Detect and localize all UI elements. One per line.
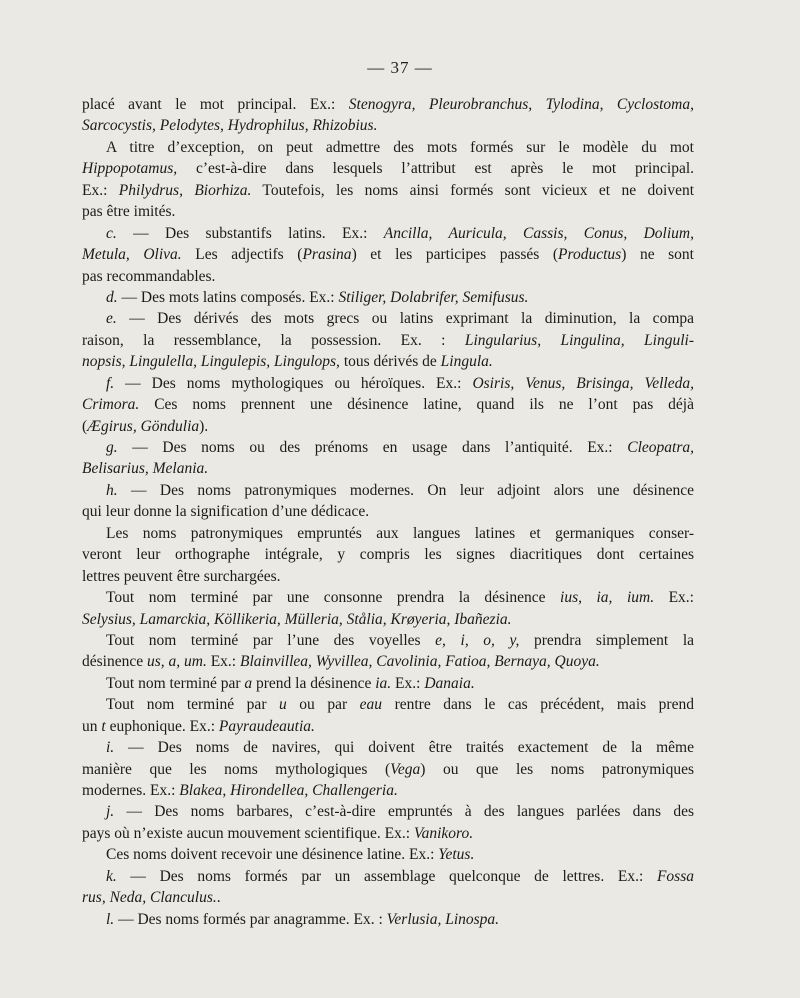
italic-text: u (279, 696, 287, 714)
text-run: Ex.: (82, 181, 119, 199)
text-run: — Des noms mythologiques ou héroïques. Ex.: (114, 374, 473, 392)
text-line (82, 737, 694, 758)
italic-text: Fossa (656, 867, 694, 885)
text-line (82, 94, 694, 115)
italic-text: Selysius, Lamarckia, Köllikeria, Mülleria, Stålia, Krøyeria, Ibañezia. (82, 610, 512, 628)
text-line (82, 823, 694, 844)
text-line (82, 437, 694, 458)
italic-text: eau (359, 696, 383, 714)
text-line (82, 137, 694, 158)
italic-text: Blakea, Hirondellea, Challengeria. (179, 782, 398, 799)
italic-text: Danaia. (424, 674, 475, 692)
italic-text: Ægirus, Göndulia (87, 417, 200, 435)
italic-text: a (244, 674, 253, 692)
italic-text: d. (106, 288, 118, 306)
italic-text: Philydrus, Biorhiza. (118, 181, 252, 199)
text-run: modernes. Ex.: (82, 782, 180, 799)
text-run: Les noms patronymiques empruntés aux langues latines et germaniques conser- (106, 524, 694, 542)
text-line (82, 115, 694, 136)
text-run: manière que les noms mythologiques ( (82, 760, 391, 778)
text-run: un (82, 717, 102, 735)
italic-text: Verlusia, Linospa. (386, 910, 500, 928)
text-run: placé avant le mot principal. Ex.: (82, 96, 349, 113)
text-line (82, 458, 694, 479)
text-line (82, 844, 694, 865)
text-line (82, 416, 694, 437)
text-run: Ex.: (391, 674, 425, 692)
text-line (82, 501, 694, 522)
text-line (82, 394, 694, 415)
text-run: Tout nom terminé par (106, 674, 245, 692)
text-line (82, 244, 694, 265)
text-run: ) ou que les noms patronymiques (420, 760, 694, 778)
italic-text: ia. (375, 674, 392, 692)
text-line (82, 330, 694, 351)
text-run: A titre d’exception, on peut admettre des mots formés sur le modèle du mot (106, 138, 694, 156)
italic-text: Belisarius, Melania. (82, 460, 209, 478)
text-run: prend la désinence (252, 674, 376, 692)
text-run: lettres peuvent être surchargées. (82, 567, 281, 585)
text-run: pas recommandables. (82, 267, 216, 285)
text-run: — Des dérivés des mots grecs ou latins exprimant la diminution, la compa (116, 310, 694, 328)
text-line (82, 266, 694, 287)
italic-text: k. (106, 867, 117, 885)
text-run: Ex.: (654, 589, 694, 607)
italic-text: Vega (390, 760, 421, 778)
text-run: ( (82, 417, 88, 435)
italic-text: Stenogyra, Pleurobranchus, Tylodina, Cyclostoma, (348, 96, 694, 113)
italic-text: c. (106, 224, 117, 242)
italic-text: nopsis, Lingulella, Lingulepis, Lingulops, (82, 353, 340, 371)
italic-text: Hippopotamus, (82, 160, 178, 178)
italic-text: us, a, um. (146, 653, 207, 671)
text-run: — Des noms patronymiques modernes. On leur adjoint alors une désinence (117, 481, 694, 499)
text-run: ). (199, 417, 209, 435)
text-run: prendra simplement la (519, 631, 695, 649)
text-run: euphonique. Ex.: (105, 717, 219, 735)
italic-text: Ancilla, Auricula, Cassis, Conus, Dolium, (383, 224, 694, 242)
italic-text: Payraudeautia. (218, 717, 315, 735)
text-line (82, 609, 694, 630)
text-run: — Des noms ou des prénoms en usage dans l’antiquité. Ex.: (117, 439, 628, 456)
text-run: — Des mots latins composés. Ex.: (117, 288, 339, 306)
text-run: qui leur donne la signification d’une dédicace. (82, 503, 370, 521)
text-line (82, 909, 694, 930)
page-number: — 37 — (367, 58, 433, 77)
italic-text: h. (106, 481, 118, 499)
italic-text: Stiliger, Dolabrifer, Semifusus. (338, 288, 529, 306)
text-line (82, 887, 694, 908)
italic-text: g. (106, 439, 118, 456)
text-line (82, 566, 694, 587)
italic-text: Vanikoro. (413, 824, 474, 842)
text-line (82, 759, 694, 780)
italic-text: e, i, o, y, (435, 631, 520, 649)
text-line (82, 201, 694, 222)
italic-text: rus, Neda, Clanculus. (82, 889, 217, 907)
text-run: — Des substantifs latins. Ex.: (116, 224, 384, 242)
text-line (82, 351, 694, 372)
text-run: veront leur orthographe intégrale, y compris les signes diacritiques dont certaines (82, 546, 694, 564)
italic-text: Lingula. (440, 353, 493, 371)
text-run: Tout nom terminé par une consonne prendra la désinence (106, 589, 561, 607)
text-run: ) ne sont (621, 246, 694, 264)
italic-text: f. (106, 374, 115, 392)
text-run: Les adjectifs ( (181, 246, 303, 264)
italic-text: Lingularius, Lingulina, Linguli- (464, 331, 694, 349)
italic-text: Sarcocystis, Pelodytes, Hydrophilus, Rhizobius. (82, 117, 378, 135)
italic-text: e. (106, 310, 117, 328)
text-run: Ces noms doivent recevoir une désinence latine. Ex.: (106, 846, 439, 864)
text-run: Toutefois, les noms ainsi formés sont vicieux et ne doivent (251, 181, 695, 199)
text-line (82, 308, 694, 329)
text-line (82, 587, 694, 608)
italic-text: Blainvillea, Wyvillea, Cavolinia, Fatioa, Bernaya, Quoya. (240, 653, 600, 671)
text-run: — Des noms de navires, qui doivent être traités exactement de la même (114, 739, 694, 757)
text-run: ) et les participes passés ( (351, 246, 559, 264)
text-run: rentre dans le cas précédent, mais prend (382, 696, 694, 714)
text-line (82, 158, 694, 179)
text-run: — Des noms formés par un assemblage quelconque de lettres. Ex.: (116, 867, 657, 885)
text-run: Ces noms prennent une désinence latine, quand ils ne l’ont pas déjà (139, 396, 694, 414)
text-run: Ex.: (206, 653, 240, 671)
text-line (82, 223, 694, 244)
italic-text: Metula, Oliva. (82, 246, 182, 264)
text-line (82, 651, 694, 672)
text-run: pays où n’existe aucun mouvement scientifique. Ex.: (82, 824, 414, 842)
italic-text: j. (106, 803, 115, 821)
text-line (82, 630, 694, 651)
italic-text: t (101, 717, 106, 735)
italic-text: Cleopatra, (627, 439, 694, 456)
text-run: pas être imités. (82, 203, 176, 221)
text-line (82, 523, 694, 544)
text-line (82, 780, 694, 801)
italic-text: Yetus. (438, 846, 475, 864)
italic-text: l. (106, 910, 115, 928)
text-line (82, 694, 694, 715)
text-line (82, 287, 694, 308)
text-run: tous dérivés de (339, 353, 441, 371)
italic-text: ius, ia, ium. (560, 589, 655, 607)
text-run: c’est-à-dire dans lesquels l’attribut est après le mot principal. (177, 160, 694, 178)
text-run: raison, la ressemblance, la possession. Ex. : (82, 331, 465, 349)
text-line (82, 801, 694, 822)
italic-text: Productus (558, 246, 622, 264)
body-text (82, 94, 694, 930)
text-line (82, 544, 694, 565)
italic-text: i. (106, 739, 115, 757)
italic-text: Osiris, Venus, Brisinga, Velleda, (472, 374, 694, 392)
text-line (82, 373, 694, 394)
text-line (82, 866, 694, 887)
text-run: — Des noms formés par anagramme. Ex. : (114, 910, 387, 928)
italic-text: Crimora. (82, 396, 140, 414)
text-line (82, 480, 694, 501)
text-run: Tout nom terminé par (106, 696, 280, 714)
text-run: . (216, 889, 221, 907)
text-run: ou par (286, 696, 360, 714)
text-line (82, 673, 694, 694)
text-line (82, 716, 694, 737)
text-run: Tout nom terminé par l’une des voyelles (106, 631, 436, 649)
text-line (82, 180, 694, 201)
italic-text: Prasina (302, 246, 352, 264)
text-run: — Des noms barbares, c’est-à-dire empruntés à des langues parlées dans des (114, 803, 694, 821)
text-run: désinence (82, 653, 147, 671)
